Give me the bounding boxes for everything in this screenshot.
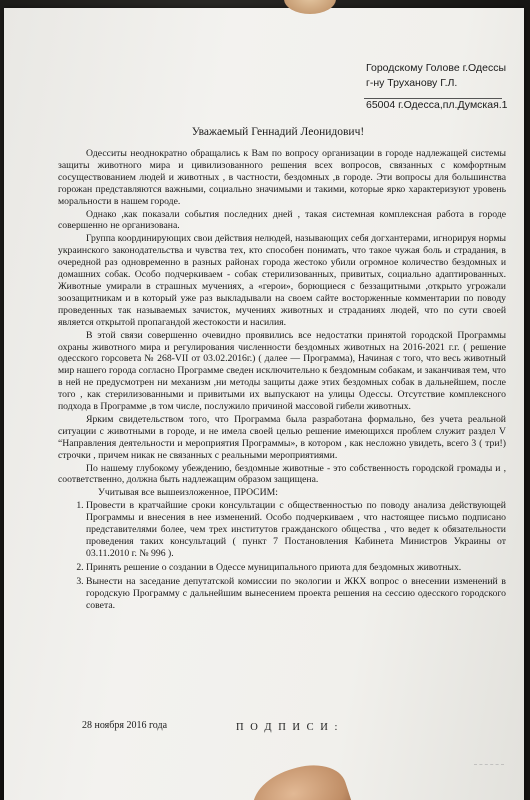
paragraph: По нашему глубокому убеждению, бездомные животные - это собственность городской громады и , соответственно, должна быть надлежащим образом защищена. bbox=[58, 462, 506, 486]
request-item: 2. Принять решение о создании в Одессе муниципального приюта для бездомных животных. bbox=[86, 562, 506, 574]
letter-body bbox=[58, 148, 506, 613]
salutation: Уважаемый Геннадий Леонидович! bbox=[191, 126, 365, 138]
addressee-line-1: Городскому Голове г.Одессы bbox=[366, 62, 507, 74]
request-item: 3. Вынести на заседание депутатской комиссии по экологии и ЖКХ вопрос о внесении изменений в городскую Программу с дальнейшим вынесением проекта решения на сессию одесского городского совета. bbox=[86, 576, 506, 612]
request-item: 1. Провести в кратчайшие сроки консультации с общественностью по поводу анализа действующей Программы и внесения в нее изменений. Особо подчеркиваем , что настоящее письмо подписано представителями более, чем трех институтов гражданского общества , что ведет к обязательности проведения таких консультаций ( пункт 7 Постановления Кабинета Министров Украины от 03.11.2010 г. № 996 ). bbox=[86, 500, 506, 560]
paragraph: Ярким свидетельством того, что Программа была разработана формально, без учета реальной ситуации с животными в городе, и не имела своей целью решение имеющихся проблем служит раздел V “Направления деятельности и мероприятия Программы», в котором , как несложно увидеть, всего 3 ( три!) строчки , причем никак не связанных с реальными мероприятиями. bbox=[58, 413, 506, 461]
request-list bbox=[58, 500, 506, 611]
paragraph: В этой связи совершенно очевидно проявились все недостатки принятой городской Программы охраны животного мира и регулирования численности бездомных животных на 2016-2021 г.г. ( решение одесского горсовета № 268-VII от 03.02.2016г.) ( далее — Программа), Начиная с того, что весь животный мир нашего города согласно Программе сведен исключительно к бездомным собакам, и заканчивая тем, что в ней не предусмотрен ни механизм ,ни методы защиты даже этих бездомных собак в дальнейшем, после того , как стерилизованными и привитыми их выпускают на улицы Одессы. Отсутствие комплексного подхода в Программе ,в том числе, послужило причиной массовой гибели животных. bbox=[58, 329, 506, 413]
request-intro: Учитывая все вышеизложенное, ПРОСИМ: bbox=[98, 487, 278, 499]
addressee-block bbox=[366, 61, 506, 90]
addressee-address: 65004 г.Одесса,пл.Думская.1 bbox=[366, 99, 508, 111]
pencil-mark bbox=[474, 746, 504, 765]
signatures-label: П О Д П И С И : bbox=[236, 722, 340, 733]
letter-date: 28 ноября 2016 года bbox=[82, 720, 168, 731]
paragraph: Одесситы неоднократно обращались к Вам по вопросу организации в городе надлежащей системы защиты животного мира и цивилизованного решения всех вопросов, связанных с комфортным сосуществованием людей и животных , в частности, бездомных ,в городе. Эти вопросы для большинства горожан представляются важными, социально значимыми и такими, которые ярко характеризуют уровень моральности в нашем городе. bbox=[58, 148, 506, 207]
paragraph: Однако ,как показали события последних дней , такая системная комплексная работа в городе совершенно не организована. bbox=[58, 208, 506, 232]
paragraph: Группа координирующих свои действия нелюдей, называющих себя догхантерами, игнорируя нормы украинского законодательства и чувства тех, кто способен понимать, что такое чужая боль и страдания, в очередной раз одновременно в разных районах города жестоко убили огромное количество бездомных и домашних собак. Особо подчеркиваем - собак стерилизованных, привитых, социально адаптированных. Животные умирали в страшных мучениях, а «герои», борющиеся с беззащитными ,открыто угрожали зоозащитникам и в который уже раз выкладывали на своем сайте восторженные комментарии по поводу проведенных так называемых зачисток, мучениях животных и страданиях людей, что по сути своей является открытой пропагандой жестокости и насилия. bbox=[58, 233, 506, 328]
addressee-line-2: г-ну Труханову Г.Л. bbox=[366, 76, 458, 89]
letter-sheet bbox=[4, 8, 524, 800]
